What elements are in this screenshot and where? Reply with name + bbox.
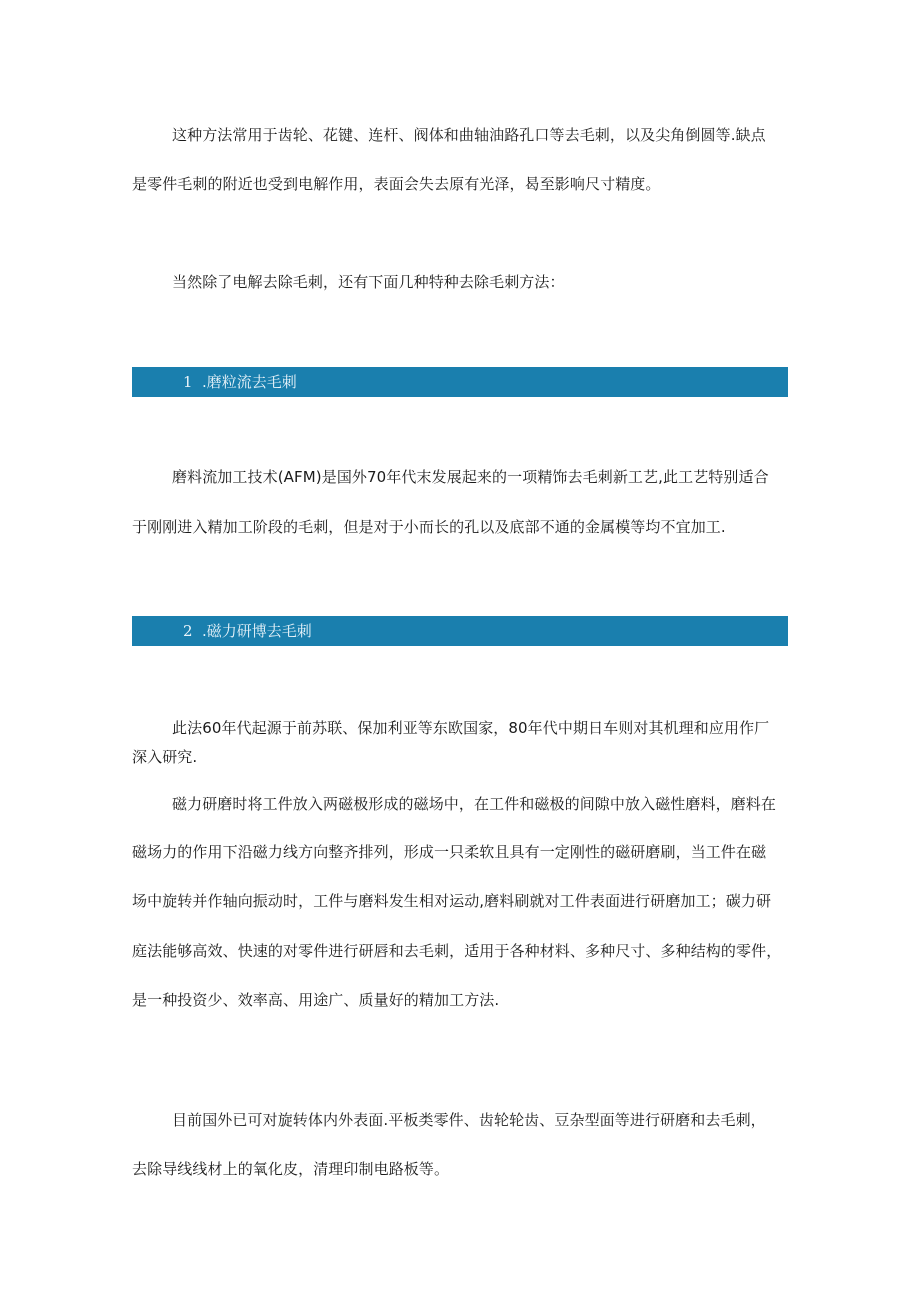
section-2-title: .磁力研博去毛刺: [202, 622, 312, 640]
paragraph-5-line-1: 磁力研磨时将工件放入两磁极形成的磁场中，在工件和磁极的间隙中放入磁性磨料，磨料在: [172, 795, 777, 813]
paragraph-6-line-2: 去除导线线材上的氧化皮，清理印制电路板等。: [132, 1160, 450, 1178]
paragraph-4-line-2: 深入研究.: [132, 748, 198, 766]
paragraph-3-line-2: 于刚刚进入精加工阶段的毛刺，但是对于小而长的孔以及底部不通的金属模等均不宜加工.: [132, 518, 726, 536]
paragraph-5-line-4: 庭法能够高效、快速的对零件进行研唇和去毛刺，适用于各种材料、多种尺寸、多种结构的零件，: [132, 942, 782, 960]
section-heading-2: [132, 616, 788, 646]
section-2-number: 2: [183, 622, 193, 640]
paragraph-5-line-2: 磁场力的作用下沿磁力线方向整齐排列，形成一只柔软且具有一定刚性的磁研磨刷，当工件在磁: [132, 843, 767, 861]
section-1-number: 1: [183, 373, 193, 391]
paragraph-5-line-5: 是一种投资少、效率高、用途广、质量好的精加工方法.: [132, 991, 500, 1009]
paragraph-1-line-2: 是零件毛刺的附近也受到电解作用，表面会失去原有光泽，曷至影响尺寸精度。: [132, 175, 661, 193]
paragraph-4-line-1: 此法60年代起源于前苏联、保加利亚等东欧国家，80年代中期日车则对其机理和应用作厂: [172, 719, 770, 737]
paragraph-6-line-1: 目前国外已可对旋转体内外表面.平板类零件、齿轮轮齿、豆杂型面等进行研磨和去毛刺，: [172, 1111, 766, 1129]
section-heading-1: [132, 367, 788, 397]
paragraph-2-line-1: 当然除了电解去除毛刺，还有下面几种特种去除毛刺方法：: [172, 273, 565, 291]
paragraph-3-line-1: 磨料流加工技术(AFM)是国外70年代末发展起来的一项精饰去毛刺新工艺,此工艺特别适合: [172, 468, 769, 486]
section-1-title: .磨粒流去毛刺: [202, 373, 297, 391]
paragraph-1-line-1: 这种方法常用于齿轮、花键、连杆、阀体和曲轴油路孔口等去毛刺，以及尖角倒圆等.缺点: [172, 126, 766, 144]
paragraph-5-line-3: 场中旋转并作轴向振动时，工件与磨料发生相对运动,磨料刷就对工件表面进行研磨加工；碳力研: [132, 892, 772, 910]
